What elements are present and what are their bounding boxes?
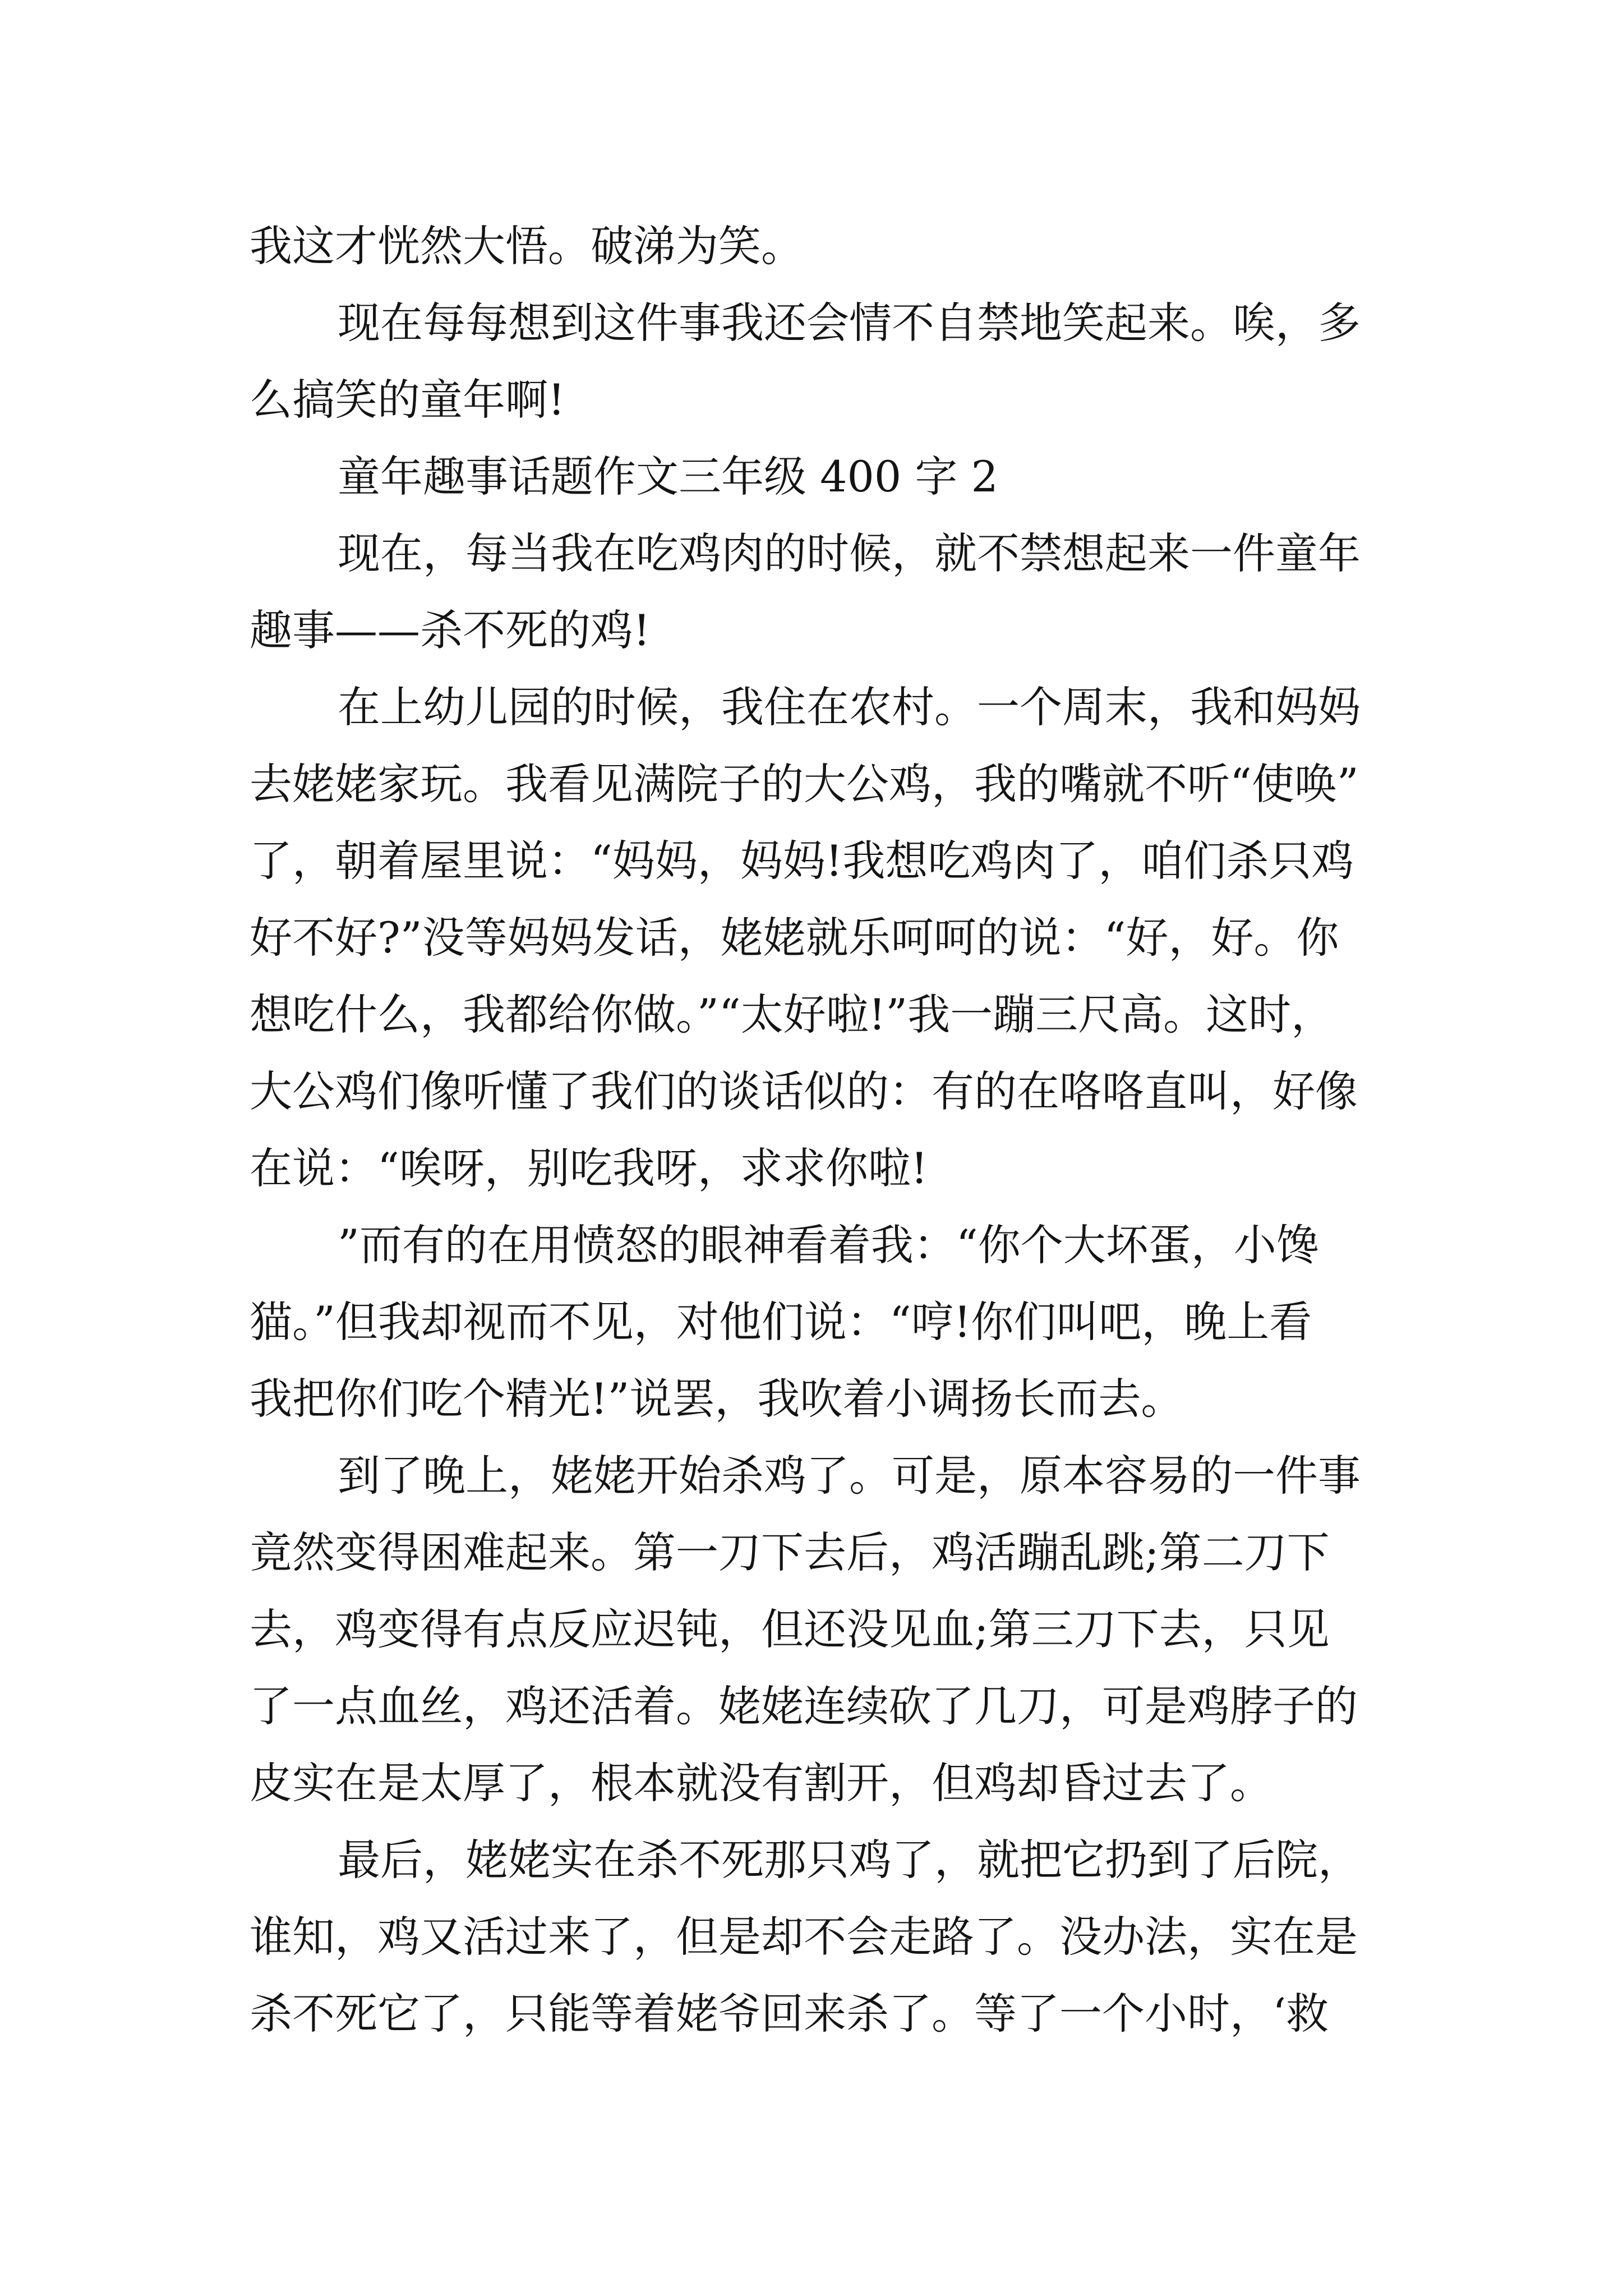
text-line: 在说：“唉呀，别吃我呀，求求你啦! xyxy=(250,1143,928,1193)
text-line: 了，朝着屋里说：“妈妈，妈妈!我想吃鸡肉了，咱们杀只鸡 xyxy=(250,836,1354,886)
text-line: ”而有的在用愤怒的眼神看着我：“你个大坏蛋，小馋 xyxy=(338,1220,1319,1270)
text-line: 最后，姥姥实在杀不死那只鸡了，就把它扔到了后院， xyxy=(338,1835,1361,1885)
text-line: 去姥姥家玩。我看见满院子的大公鸡，我的嘴就不听“使唤” xyxy=(250,759,1359,809)
text-line: 到了晚上，姥姥开始杀鸡了。可是，原本容易的一件事 xyxy=(338,1451,1361,1501)
document-body xyxy=(250,208,1382,2052)
text-line: 猫。”但我却视而不见，对他们说：“哼!你们叫吧，晚上看 xyxy=(250,1297,1312,1347)
text-line: 我把你们吃个精光!”说罢，我吹着小调扬长而去。 xyxy=(250,1374,1184,1424)
text-line: 竟然变得困难起来。第一刀下去后，鸡活蹦乱跳;第二刀下 xyxy=(250,1527,1330,1577)
text-line: 我这才恍然大悟。破涕为笑。 xyxy=(250,221,804,271)
text-line: 想吃什么，我都给你做。”“太好啦!”我一蹦三尺高。这时， xyxy=(250,990,1334,1039)
text-line: 大公鸡们像听懂了我们的谈话似的：有的在咯咯直叫，好像 xyxy=(250,1066,1358,1116)
text-line: 了一点血丝，鸡还活着。姥姥连续砍了几刀，可是鸡脖子的 xyxy=(250,1681,1358,1731)
text-line: 谁知，鸡又活过来了，但是却不会走路了。没办法，实在是 xyxy=(250,1912,1358,1962)
text-line: 去，鸡变得有点反应迟钝，但还没见血;第三刀下去，只见 xyxy=(250,1604,1330,1654)
text-line: 现在，每当我在吃鸡肉的时候，就不禁想起来一件童年 xyxy=(338,528,1361,578)
text-line: 皮实在是太厚了，根本就没有割开，但鸡却昏过去了。 xyxy=(250,1758,1272,1808)
text-line: 在上幼儿园的时候，我住在农村。一个周末，我和妈妈 xyxy=(338,682,1361,732)
text-line: 趣事——杀不死的鸡! xyxy=(250,605,651,655)
text-line: 现在每每想到这件事我还会情不自禁地笑起来。唉，多 xyxy=(338,298,1361,348)
text-line: 好不好?”没等妈妈发话，姥姥就乐呵呵的说：“好，好。你 xyxy=(250,913,1339,963)
text-line: 杀不死它了，只能等着姥爷回来杀了。等了一个小时，‘救 xyxy=(250,1989,1329,2039)
text-line: 么搞笑的童年啊! xyxy=(250,375,565,425)
section-heading: 童年趣事话题作文三年级 400 字 2 xyxy=(338,452,998,501)
